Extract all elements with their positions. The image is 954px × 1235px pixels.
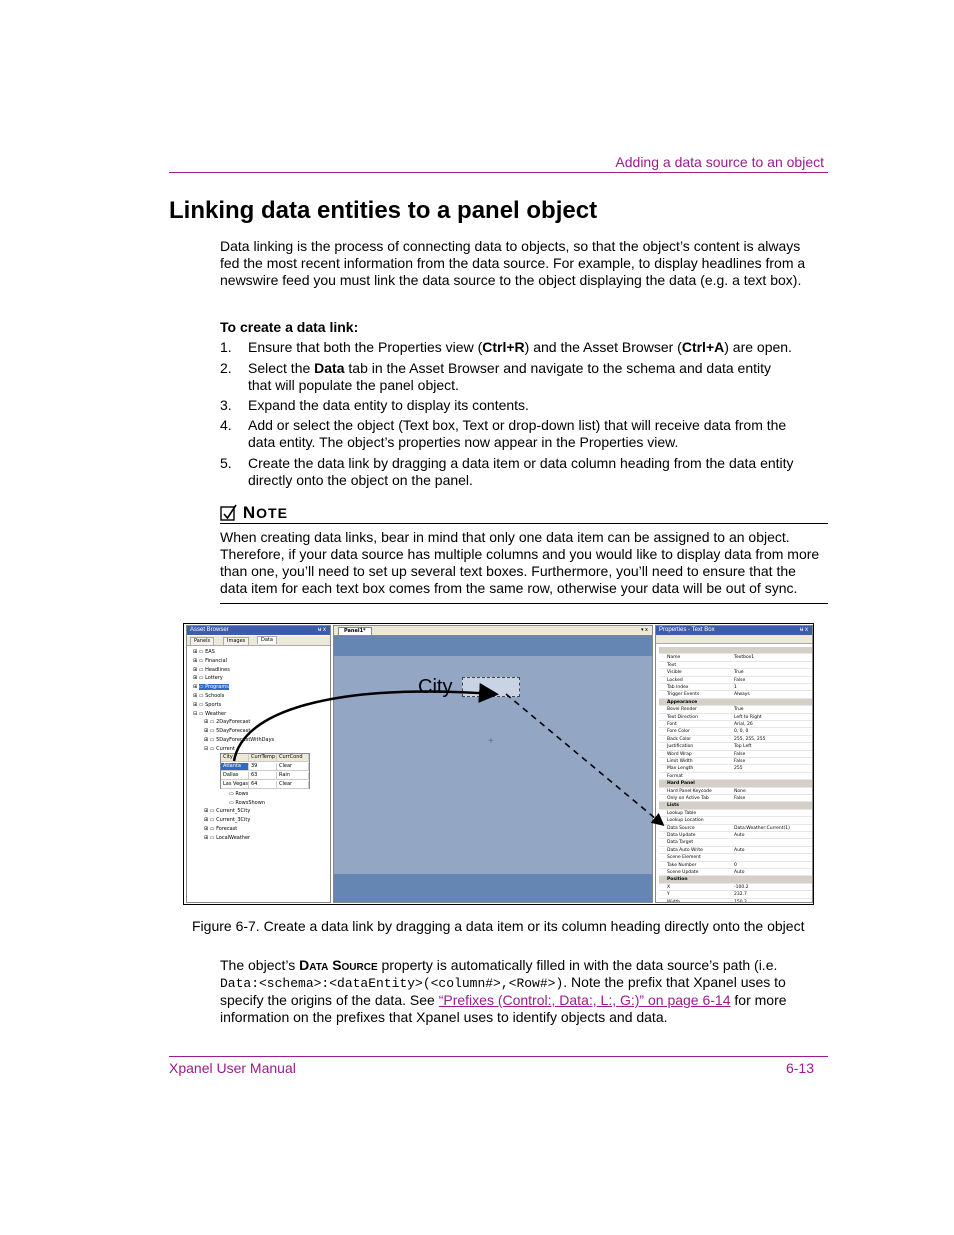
property-value[interactable]: False <box>734 796 746 801</box>
property-value[interactable]: Arial, 26 <box>734 722 753 727</box>
drag-arrows <box>184 624 814 905</box>
expand-icon[interactable]: ⊞ <box>193 666 199 673</box>
tree-item-label: ▭ Current_3City <box>209 817 251 824</box>
step-number: 1. <box>220 339 232 355</box>
property-name: Data Update <box>667 833 696 838</box>
tree-item-label: ▭ Programs <box>198 684 229 691</box>
expand-icon[interactable]: ⊟ <box>204 745 210 752</box>
note-rule <box>220 523 828 524</box>
grid-cell[interactable]: 63 <box>249 772 277 780</box>
drag-arrow-dashed <box>506 694 662 824</box>
property-value[interactable]: Left to Right <box>734 714 762 720</box>
property-name: Hard Panel <box>667 781 695 787</box>
grid-cell[interactable]: 39 <box>249 763 277 771</box>
property-value[interactable]: Data:Weather:Current(1) <box>734 825 790 831</box>
pane-title: Properties - Text Box ᵾ x <box>656 626 812 635</box>
property-value[interactable]: -100.2 <box>734 884 749 890</box>
grid-header[interactable]: CurrCond <box>277 754 309 762</box>
property-name: Text Direction <box>667 714 698 720</box>
step-number: 4. <box>220 417 232 433</box>
step-3: 3. Expand the data entity to display its contents. <box>220 397 529 413</box>
property-name: Fore Color <box>667 729 690 735</box>
grid-header[interactable]: City <box>221 754 249 762</box>
header-rule <box>169 172 828 173</box>
property-name: Take Number <box>667 862 697 868</box>
tab-data[interactable]: Data <box>257 636 277 644</box>
property-name: Word Wrap <box>667 751 692 757</box>
data-path-code: Data:<schema>:<dataEntity>(<column#>,<Row#>) <box>220 976 564 991</box>
city-label: City <box>418 676 453 698</box>
property-name: Lists <box>667 803 679 809</box>
tree-item-label: ▭ EAS <box>198 649 215 655</box>
procedure-heading: To create a data link: <box>220 319 359 335</box>
property-value[interactable]: False <box>734 751 746 757</box>
tree-item-label: ▭ LocalWeather <box>209 834 251 841</box>
footer-title: Xpanel User Manual <box>169 1060 296 1076</box>
grid-header[interactable]: CurrTemp <box>251 754 276 760</box>
running-header: Adding a data source to an object <box>615 154 824 170</box>
property-name: Data Auto Write <box>667 847 703 853</box>
page-title: Linking data entities to a panel object <box>169 197 598 224</box>
expand-icon[interactable]: ⊞ <box>193 675 199 682</box>
pane-title: Asset Browser ᵾ x <box>187 626 330 635</box>
expand-icon[interactable]: ⊞ <box>204 834 210 841</box>
step-4: 4. Add or select the object (Text box, Text or drop-down list) that will receive data from the data entity. The object’s properties now appear in the Properties view. <box>220 417 787 450</box>
property-name: Data Target <box>667 840 694 846</box>
property-value[interactable]: 1 <box>734 685 737 690</box>
property-name: Lookup Table <box>667 810 697 816</box>
data-source-term: Data Source <box>299 957 378 973</box>
property-value[interactable]: 232.7 <box>734 892 747 898</box>
tree-item-label: ▭ Weather <box>198 710 227 717</box>
property-name: Format <box>667 773 683 779</box>
tree-item-label: ▭ Current_5City <box>209 808 251 815</box>
tree-item-label: ▭ Rows <box>229 790 249 797</box>
expand-icon[interactable]: ⊞ <box>193 693 199 699</box>
property-value[interactable]: 255 <box>734 766 743 772</box>
property-value[interactable]: False <box>734 677 746 683</box>
tree-item-label: ▭ Current <box>209 745 235 752</box>
grid-cell[interactable]: Clear <box>277 781 309 789</box>
property-name: Name <box>667 655 681 661</box>
property-value[interactable]: 150.2 <box>734 899 747 903</box>
tab-panel1[interactable]: Panel1* <box>338 627 372 635</box>
property-value[interactable]: False <box>734 759 746 764</box>
property-name: Hard Panel Keycode <box>667 788 712 794</box>
property-value[interactable]: Top Left <box>734 744 752 750</box>
property-name: Only on Active Tab <box>667 796 709 801</box>
step-2: 2. Select the Data tab in the Asset Browser and navigate to the schema and data entity that will populate the panel object. <box>220 360 772 393</box>
expand-icon[interactable]: ⊞ <box>193 684 199 691</box>
expand-icon[interactable]: ⊞ <box>204 728 210 735</box>
expand-icon[interactable]: ⊞ <box>193 701 199 708</box>
property-name: Max Length <box>667 766 694 772</box>
property-value[interactable]: Auto <box>734 847 745 853</box>
grid-cell[interactable]: Atlanta <box>221 763 249 771</box>
property-value[interactable]: 255, 255, 255 <box>734 736 766 742</box>
expand-icon[interactable]: ⊞ <box>204 808 210 815</box>
property-value[interactable]: None <box>734 788 746 794</box>
property-name: Y <box>667 892 670 898</box>
expand-icon[interactable]: ⊞ <box>193 649 199 655</box>
expand-icon[interactable]: ⊞ <box>204 826 210 832</box>
step-5: 5. Create the data link by dragging a data item or data column heading from the data entity directly onto the object on the panel. <box>220 455 794 488</box>
property-name: Scene Element <box>667 855 701 861</box>
tab-images[interactable]: Images <box>223 637 249 646</box>
property-name: Visible <box>667 670 682 676</box>
step-number: 2. <box>220 360 232 376</box>
note-text: When creating data links, bear in mind that only one data item can be assigned to an object. Therefore, if your data source has multiple columns and you would like to display data from more than one, you’ll need to set up several text boxes. Furthermore, you’ll need to ensure that the data item for each text box comes from the same row, otherwise your data will be out of sync. <box>220 529 820 596</box>
panel-tab-controls[interactable]: ▾ x <box>640 627 648 633</box>
tree-item-label: ▭ Headlines <box>198 666 230 673</box>
property-name: Width <box>667 899 681 903</box>
grid-cell[interactable]: Dallas <box>221 772 249 780</box>
tree-item-label: ▭ Schools <box>198 693 225 699</box>
expand-icon[interactable]: ⊟ <box>193 710 199 717</box>
tree-item-label: ▭ 5DayForecast <box>209 728 251 735</box>
note-rule <box>220 603 828 604</box>
drag-arrow-solid <box>234 692 494 761</box>
property-name: Scene Update <box>667 870 699 875</box>
property-name: Position <box>667 877 688 883</box>
property-name: Locked <box>667 677 683 683</box>
property-name: Justification <box>667 744 694 750</box>
property-value[interactable]: True <box>734 670 744 676</box>
expand-icon[interactable]: ⊞ <box>204 737 210 743</box>
property-name: Back Color <box>667 736 692 742</box>
property-value[interactable]: Textbox1 <box>734 655 755 661</box>
property-name: X <box>667 884 671 890</box>
expand-icon[interactable]: ⊞ <box>193 657 199 664</box>
property-value[interactable]: True <box>734 707 744 713</box>
step-1: 1. Ensure that both the Properties view (Ctrl+R) and the Asset Browser (Ctrl+A) are open. <box>220 339 792 355</box>
page-number: 6-13 <box>785 1060 814 1076</box>
property-name: Text <box>667 662 677 668</box>
tree-item-label: ▭ 2DayForecast <box>209 719 251 726</box>
checkbox-check-icon <box>220 504 238 521</box>
tree-item-label: ▭ Financial <box>198 657 227 664</box>
figure-caption: Figure 6-7. Create a data link by dragging a data item or its column heading directly onto the object <box>192 918 805 934</box>
tree-item-label: ▭ 5DayForecastWithDays <box>209 737 275 743</box>
tree-item-label: ▭ Lottery <box>198 675 223 682</box>
tree-item-label: ▭ Forecast <box>209 826 238 832</box>
figure-screenshot <box>183 623 814 905</box>
note-heading: NOTE <box>220 503 288 523</box>
tree-item-label: ▭ RowsShown <box>229 799 265 806</box>
property-value[interactable]: Always <box>734 692 750 698</box>
crosshair-icon: + <box>488 736 494 747</box>
expand-icon[interactable]: ⊞ <box>204 817 210 824</box>
grid-cell[interactable]: Las Vegas <box>223 781 248 787</box>
grid-cell[interactable]: Rain <box>277 772 309 780</box>
property-value[interactable]: Auto <box>734 870 745 875</box>
property-name: Data Source <box>667 825 695 831</box>
grid-cell[interactable]: Clear <box>277 763 309 771</box>
footer-rule <box>169 1056 828 1057</box>
tab-panels[interactable]: Panels <box>190 637 214 646</box>
property-name: Tab Index <box>667 685 689 690</box>
property-name: Lookup Location <box>667 818 704 824</box>
step-number: 3. <box>220 397 232 413</box>
property-name: Bevel Render <box>667 707 697 713</box>
property-name: Appearance <box>667 699 698 705</box>
property-value[interactable]: Auto <box>734 833 745 838</box>
grid-cell[interactable]: 64 <box>249 781 277 789</box>
step-number: 5. <box>220 455 232 471</box>
intro-paragraph: Data linking is the process of connecting data to objects, so that the object’s content is always fed the most recent information from the data source. For example, to display headlines from a newswire feed you must link the data source to the object displaying the data (e.g. a text box). <box>220 238 806 288</box>
prefixes-link[interactable]: “Prefixes (Control:, Data:, L:, G:)” on page 6-14 <box>438 992 731 1008</box>
property-name: Trigger Events <box>667 692 700 698</box>
property-name: Limit Width <box>667 759 693 764</box>
expand-icon[interactable]: ⊞ <box>204 719 210 726</box>
tree-item-label: ▭ Sports <box>198 701 222 708</box>
property-value[interactable]: 0, 0, 0 <box>734 729 749 735</box>
property-name: Font <box>667 722 677 727</box>
property-value[interactable]: 0 <box>734 862 737 868</box>
closing-paragraph: The object’s Data Source property is automatically filled in with the data source’s path (i.e. Data:<schema>:<dataEntity>(<column#>,<Row#>). Note the prefix that Xpanel uses to specify the origins of the data. See “Prefixes (Control:, Data:, L:, G:)” on page 6-14 for more information on the prefixes that Xpanel uses to identify objects and data. <box>220 957 787 1025</box>
